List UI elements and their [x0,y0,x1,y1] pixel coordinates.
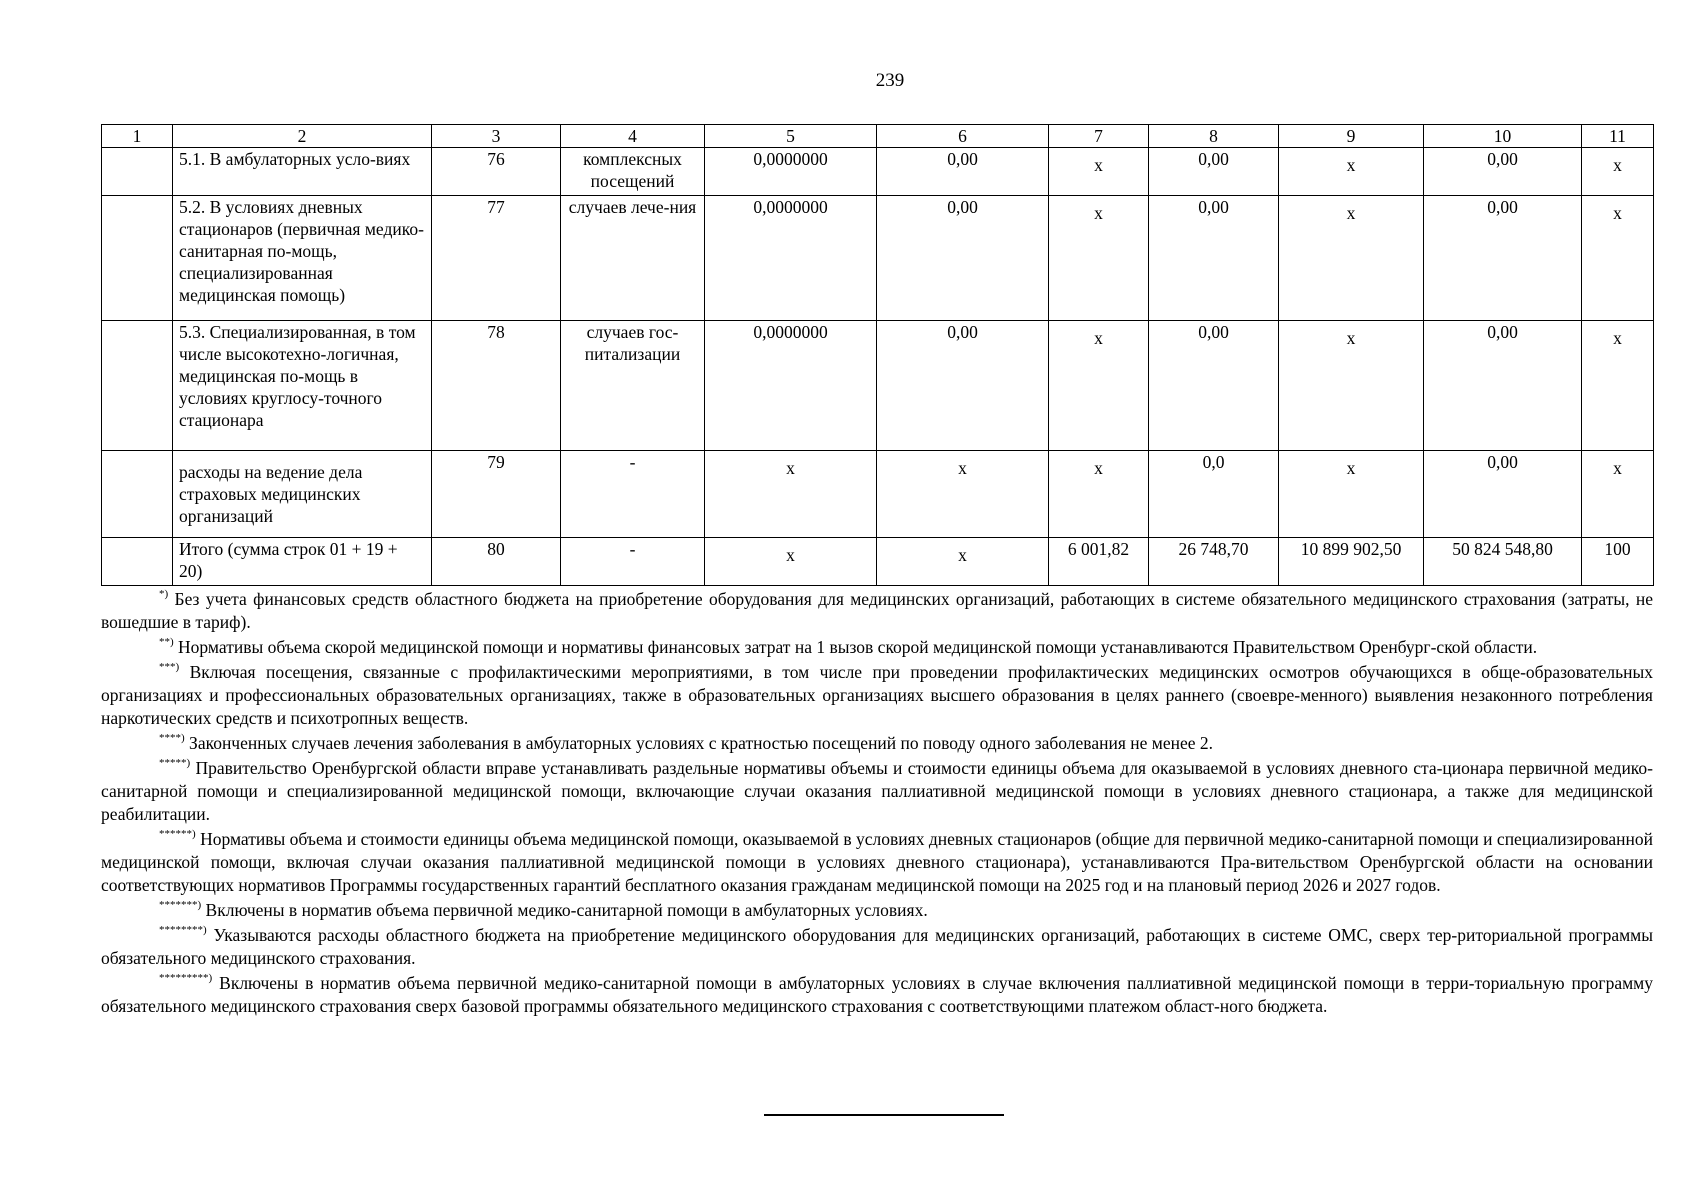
table-cell: х [786,545,795,565]
table-cell: х [1094,155,1103,175]
table-cell: 100 [1582,538,1654,586]
footnote [101,757,1653,826]
table-cell: 6 001,82 [1049,538,1149,586]
page-number: 239 [875,70,905,91]
column-header: 1 [102,125,173,148]
end-divider [764,1114,1004,1116]
table-cell: 0,00 [877,196,1049,321]
footnote-mark: ***) [159,661,180,673]
table-cell: 0,00 [1424,321,1582,451]
footnote [101,899,1653,922]
footnote-text: Законченных случаев лечения заболевания в амбулаторных условиях с кратностью посещений по поводу одного заболевания не менее 2. [189,733,1214,753]
footnote-mark: *****) [159,757,191,769]
table-cell: х [958,458,967,478]
table-cell: х [1613,155,1622,175]
table-row [102,451,1654,538]
column-header: 6 [877,125,1049,148]
footnote-text: Правительство Оренбургской области вправе устанавливать раздельные нормативы объемы и стоимости единицы объема для оказываемой в условиях дневного ста-ционара первичной медико-санитарной помощи и специализированной медицинской помощи, включающие случаи оказания паллиативной медицинской помощи в условиях дневного стационара, а также для медицинской реабилитации. [101,758,1654,824]
column-header: 4 [561,125,705,148]
table-cell: х [1346,458,1356,478]
table-header-row [102,125,1654,148]
table-cell [102,451,173,538]
table-cell [102,538,173,586]
footnotes [101,588,1653,1020]
table-cell: 0,00 [877,148,1049,196]
footnote [101,588,1653,634]
table-row-total [102,538,1654,586]
table-cell [102,148,173,196]
footnote-text: Включены в норматив объема первичной медико-санитарной помощи в амбулаторных условиях. [205,900,928,920]
footnote-text: Включены в норматив объема первичной медико-санитарной помощи в амбулаторных условиях в случае включения паллиативной медицинской помощи в терри-ториальную программу обязательного медицинского страхования сверх базовой программы обязательного медицинского страхования с соответствующими платежом област-ного бюджета. [101,973,1653,1016]
footnote-mark: **) [159,636,174,648]
column-header: 5 [705,125,877,148]
table-cell: - [561,451,705,538]
table-cell: х [1346,328,1356,348]
table-cell: 10 899 902,50 [1279,538,1424,586]
table-cell: 77 [432,196,561,321]
column-header: 2 [173,125,432,148]
table-row [102,148,1654,196]
table-cell: 0,0000000 [705,148,877,196]
table-row [102,196,1654,321]
table-cell: 76 [432,148,561,196]
table-cell: случаев гос-питализации [561,321,705,451]
table-cell: х [1613,458,1622,478]
table-cell: комплексных посещений [561,148,705,196]
table-cell: х [1094,203,1103,223]
table-cell: случаев лече-ния [561,196,705,321]
data-table [101,124,1654,586]
footnote-text: Нормативы объема и стоимости единицы объема медицинской помощи, оказываемой в условиях дневных стационаров (общие для первичной медико-санитарной помощи и специализированной медицинской помощи, включая случаи оказания паллиативной медицинской помощи в условиях дневного стационара), устанавливаются Пра-вительством Оренбургской области на основании соответствующих нормативов Программы государственных гарантий бесплатного оказания гражданам медицинской помощи на 2025 год и на плановый период 2026 и 2027 годов. [101,829,1654,895]
table-cell: х [1346,155,1356,175]
footnote-text: Без учета финансовых средств областного бюджета на приобретение оборудования для медицинских организаций, работающих в системе обязательного медицинского страхования (затраты, не вошедшие в тариф). [101,589,1653,632]
row-label: Итого (сумма строк 01 + 19 + 20) [173,538,432,586]
table-cell: 0,00 [1149,196,1279,321]
table-cell: 0,00 [1424,148,1582,196]
table-cell [102,196,173,321]
footnote-text: Включая посещения, связанные с профилактическими мероприятиями, в том числе при проведении профилактических медицинских осмотров обучающихся в обще-образовательных организациях и профессиональных образовательных организациях, также в образовательных организациях высшего образования в целях раннего (своевре-менного) выявления незаконного потребления наркотических средств и психотропных веществ. [101,662,1653,728]
table-cell: 79 [432,451,561,538]
table-cell: 0,0 [1149,451,1279,538]
column-header: 9 [1279,125,1424,148]
row-label: 5.3. Специализированная, в том числе высокотехно-логичная, медицинская по-мощь в условиях круглосу-точного стационара [173,321,432,451]
table-cell: 26 748,70 [1149,538,1279,586]
table-cell: х [1346,203,1356,223]
table-cell: 0,0000000 [705,196,877,321]
table-cell: х [958,545,967,565]
footnote-mark: ********) [159,924,207,936]
table-cell: 78 [432,321,561,451]
footnote-mark: ******) [159,828,196,840]
table-cell: 0,0000000 [705,321,877,451]
table-cell: 0,00 [877,321,1049,451]
column-header: 7 [1049,125,1149,148]
table-cell: 0,00 [1149,148,1279,196]
column-header: 3 [432,125,561,148]
footnote [101,828,1653,897]
footnote-text: Указываются расходы областного бюджета на приобретение медицинского оборудования для медицинских организаций, работающих в системе ОМС, сверх тер-риториальной программы обязательного медицинского страхования. [101,925,1654,968]
footnote-mark: *) [159,588,169,600]
table-row [102,321,1654,451]
table-cell: х [1094,458,1103,478]
table-cell: - [561,538,705,586]
table-cell: х [1613,203,1622,223]
footnote [101,732,1653,755]
table-cell: 0,00 [1149,321,1279,451]
table-cell: х [1094,328,1103,348]
footnote-mark: *******) [159,899,202,911]
row-label: расходы на ведение дела страховых медицинских организаций [173,451,432,538]
table-cell [102,321,173,451]
table-cell: 80 [432,538,561,586]
footnote [101,636,1653,659]
table-cell: 50 824 548,80 [1424,538,1582,586]
footnote-mark: ****) [159,732,185,744]
column-header: 11 [1582,125,1654,148]
footnote [101,972,1653,1018]
table-cell: х [786,458,795,478]
column-header: 8 [1149,125,1279,148]
footnote [101,924,1653,970]
row-label: 5.2. В условиях дневных стационаров (первичная медико-санитарная по-мощь, специализированная медицинская помощь) [173,196,432,321]
table-cell: 0,00 [1424,196,1582,321]
column-header: 10 [1424,125,1582,148]
footnote-text: Нормативы объема скорой медицинской помощи и нормативы финансовых затрат на 1 вызов скорой медицинской помощи устанавливаются Правительством Оренбург-ской области. [178,637,1538,657]
footnote-mark: *********) [159,972,213,984]
table-cell: 0,00 [1424,451,1582,538]
row-label: 5.1. В амбулаторных усло-виях [173,148,432,196]
table-cell: х [1613,328,1622,348]
footnote [101,661,1653,730]
